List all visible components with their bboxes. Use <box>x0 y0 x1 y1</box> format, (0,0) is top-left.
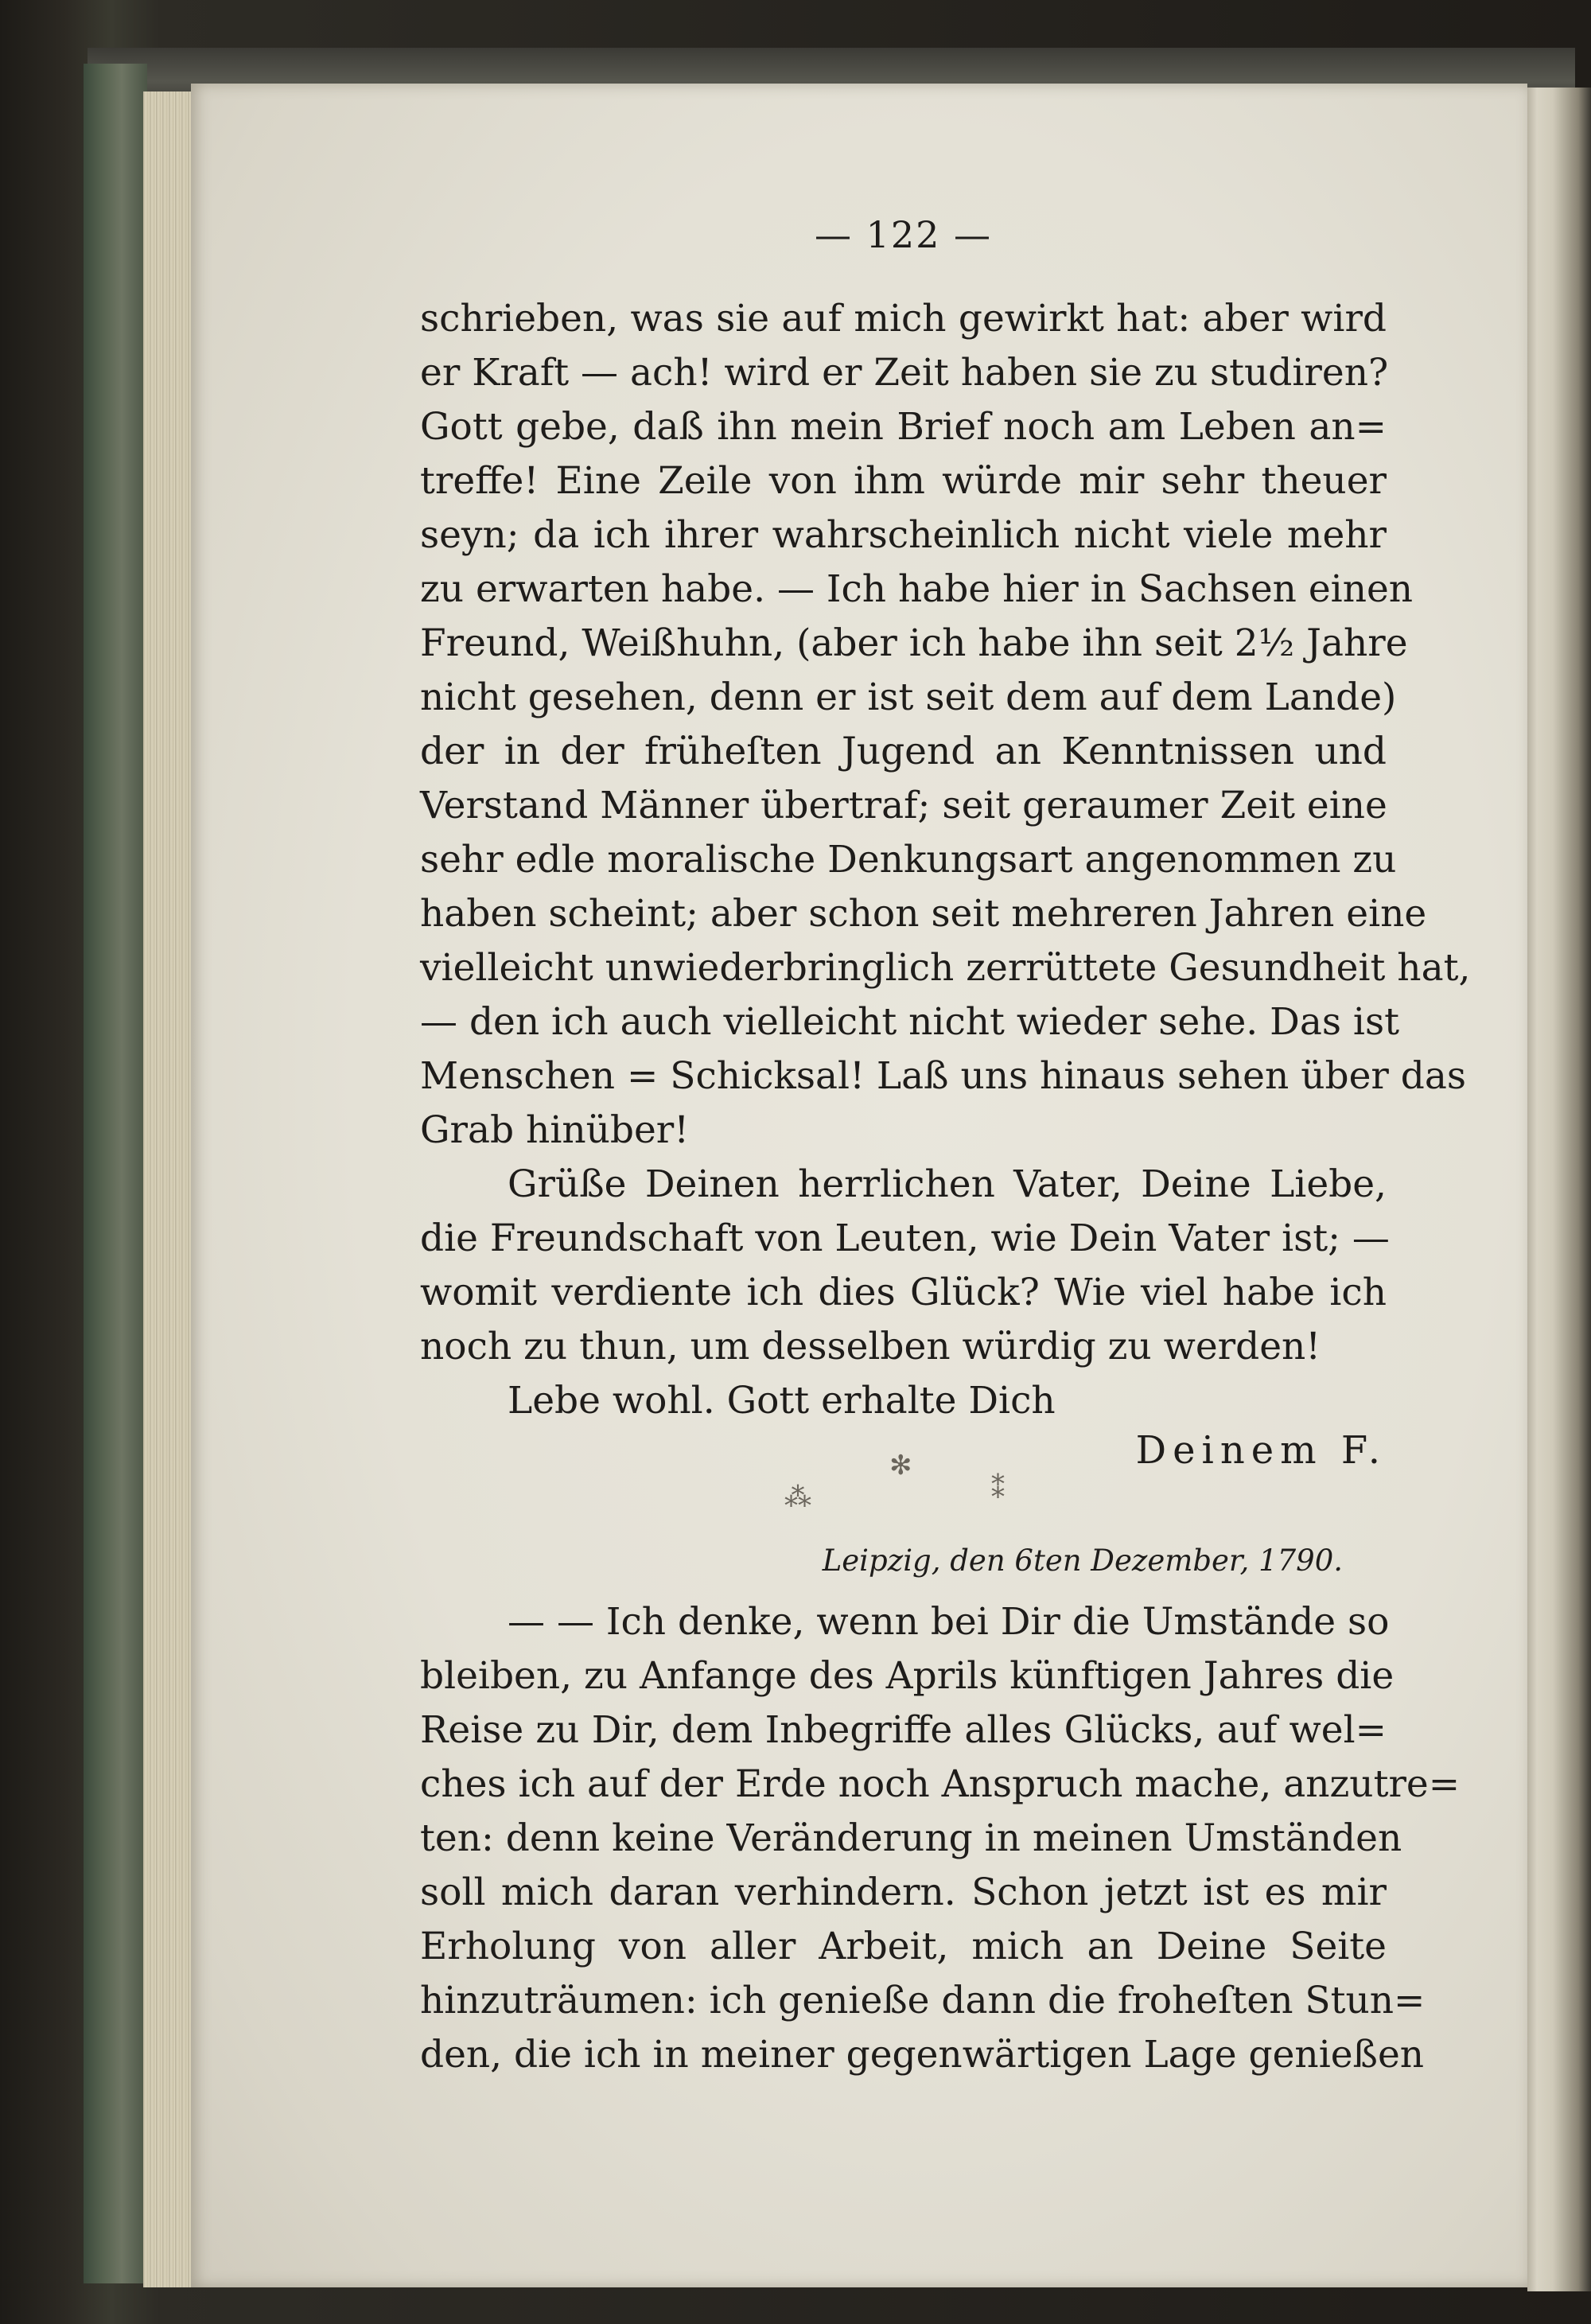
text-line: den, die ich in meiner gegenwärtigen Lage genießen <box>420 2033 1425 2077</box>
text-line: der in der früheſten Jugend an Kenntnissen und <box>420 730 1387 773</box>
separator-star: ⁑ <box>991 1473 1005 1505</box>
page-number: — 122 — <box>814 213 993 256</box>
text-line: Grüße Deinen herrlichen Vater, Deine Liebe, <box>508 1162 1387 1206</box>
text-line: schrieben, was sie auf mich gewirkt hat: aber wird <box>420 297 1387 341</box>
text-line: sehr edle moralische Denkungsart angenommen zu <box>420 838 1397 882</box>
text-line: Grab hinüber! <box>420 1108 690 1152</box>
text-line: bleiben, zu Anfange des Aprils künftigen Jahres die <box>420 1654 1395 1698</box>
dateline: Leipzig, den 6ten Dezember, 1790. <box>822 1543 1343 1578</box>
text-line: er Kraft — ach! wird er Zeit haben sie zu studiren? <box>420 351 1389 395</box>
text-line: Erholung von aller Arbeit, mich an Deine Seite <box>420 1925 1387 1968</box>
book-cover-edge <box>84 64 147 2283</box>
separator-star: ⁂ <box>784 1481 811 1513</box>
text-line: — den ich auch vielleicht nicht wieder sehe. Das ist <box>420 1000 1399 1044</box>
text-line: ches ich auf der Erde noch Anspruch mache, anzutre= <box>420 1762 1461 1806</box>
text-line: noch zu thun, um desselben würdig zu werden! <box>420 1325 1321 1368</box>
signature: Deinem F. <box>1135 1428 1387 1473</box>
closing-line: Lebe wohl. Gott erhalte Dich <box>508 1379 1056 1423</box>
text-line: soll mich daran verhindern. Schon jetzt ist es mir <box>420 1870 1387 1914</box>
text-line: die Freundschaft von Leuten, wie Dein Vater ist; — <box>420 1216 1390 1260</box>
text-line: — — Ich denke, wenn bei Dir die Umstände so <box>508 1600 1390 1644</box>
text-line: Verstand Männer übertraf; seit geraumer Zeit eine <box>420 784 1387 827</box>
text-line: seyn; da ich ihrer wahrscheinlich nicht viele mehr <box>420 513 1387 557</box>
text-line: Menschen = Schicksal! Laß uns hinaus sehen über das <box>420 1054 1467 1098</box>
text-line: Gott gebe, daß ihn mein Brief noch am Leben an= <box>420 405 1387 449</box>
text-line: vielleicht unwiederbringlich zerrüttete Gesundheit hat, <box>420 946 1471 990</box>
text-line: ten: denn keine Veränderung in meinen Umständen <box>420 1816 1402 1860</box>
text-line: nicht gesehen, denn er ist seit dem auf dem Lande) <box>420 675 1397 719</box>
text-line: treffe! Eine Zeile von ihm würde mir sehr theuer <box>420 459 1387 503</box>
text-line: womit verdiente ich dies Glück? Wie viel habe ich <box>420 1271 1387 1314</box>
text-line: Reise zu Dir, dem Inbegriffe alles Glücks, auf wel= <box>420 1708 1387 1752</box>
text-line: zu erwarten habe. — Ich habe hier in Sachsen einen <box>420 567 1414 611</box>
text-line: haben scheint; aber schon seit mehreren Jahren eine <box>420 892 1427 936</box>
text-line: Freund, Weißhuhn, (aber ich habe ihn seit 2½ Jahre <box>420 621 1408 665</box>
right-page-edge <box>1527 88 1591 2291</box>
text-line: hinzuträumen: ich genieße dann die froheſten Stun= <box>420 1979 1426 2022</box>
separator-star: ✻ <box>889 1450 912 1481</box>
